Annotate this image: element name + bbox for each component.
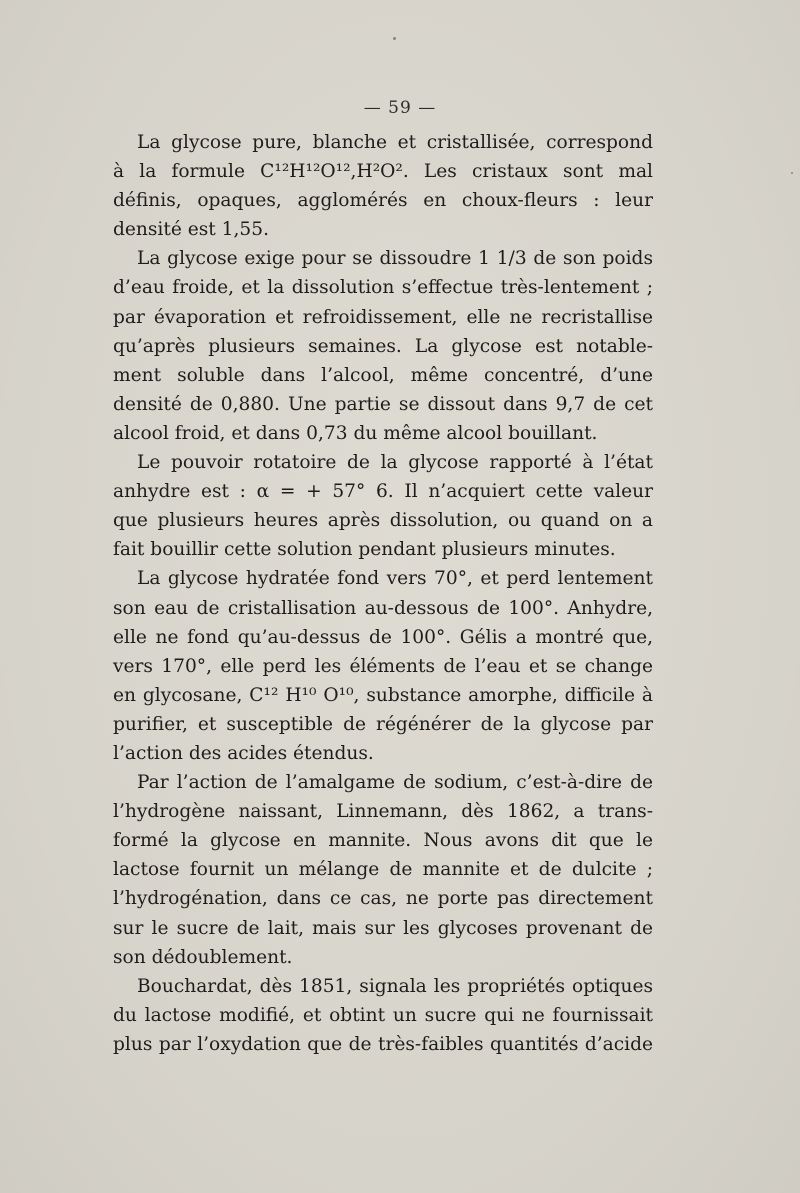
text-line: vers 170°, elle perd les éléments de l’eau et se change <box>113 655 653 677</box>
text-line: définis, opaques, agglomérés en choux-fleurs : leur <box>113 190 653 212</box>
paper-speck <box>791 172 793 174</box>
text-line: l’hydrogène naissant, Linnemann, dès 1862, a trans- <box>113 801 653 823</box>
text-line: alcool froid, et dans 0,73 du même alcool bouillant. <box>113 422 598 444</box>
text-line: ment soluble dans l’alcool, même concentré, d’une <box>113 364 653 386</box>
text-line: l’action des acides étendus. <box>113 742 374 764</box>
text-line: l’hydrogénation, dans ce cas, ne porte pas directement <box>113 888 653 910</box>
text-line: sur le sucre de lait, mais sur les glycoses provenant de <box>113 917 653 939</box>
text-line: La glycose pure, blanche et cristallisée, correspond <box>137 132 653 153</box>
paragraph-3 <box>113 448 653 564</box>
text-line: à la formule C¹²H¹²O¹²,H²O². Les cristaux sont mal <box>113 161 653 183</box>
text-line: Le pouvoir rotatoire de la glycose rapporté à l’état <box>137 452 653 474</box>
text-line: lactose fournit un mélange de mannite et de dulcite ; <box>113 859 653 881</box>
text-line: plus par l’oxydation que de très-faibles quantités d’acide <box>113 1033 653 1055</box>
text-line: fait bouillir cette solution pendant plusieurs minutes. <box>113 539 616 561</box>
text-line: La glycose hydratée fond vers 70°, et perd lentement <box>137 568 653 590</box>
text-line: d’eau froide, et la dissolution s’effectue très-lentement ; <box>113 277 653 299</box>
paragraph-6 <box>113 972 653 1059</box>
page-number: — 59 — <box>363 98 437 118</box>
text-line: du lactose modifié, et obtint un sucre qui ne fournissait <box>113 1004 653 1026</box>
paragraph-4 <box>113 564 653 768</box>
text-line: qu’après plusieurs semaines. La glycose est notable- <box>113 335 653 357</box>
paragraph-2 <box>113 244 653 448</box>
paragraph-5 <box>113 768 653 972</box>
text-line: La glycose exige pour se dissoudre 1 1/3 de son poids <box>137 248 653 270</box>
text-line: que plusieurs heures après dissolution, ou quand on a <box>113 510 653 532</box>
text-line: purifier, et susceptible de régénérer de la glycose par <box>113 713 653 735</box>
paper-speck <box>393 37 396 40</box>
text-line: densité est 1,55. <box>113 219 269 241</box>
text-line: anhydre est : α = + 57° 6. Il n’acquiert cette valeur <box>113 481 653 503</box>
text-line: densité de 0,880. Une partie se dissout dans 9,7 de cet <box>113 393 653 415</box>
text-line: Bouchardat, dès 1851, signala les propriétés optiques <box>137 975 653 997</box>
text-line: en glycosane, C¹² H¹⁰ O¹⁰, substance amorphe, difficile à <box>113 684 653 706</box>
text-line: formé la glycose en mannite. Nous avons dit que le <box>113 830 653 852</box>
text-line: son eau de cristallisation au-dessous de 100°. Anhydre, <box>113 597 653 619</box>
text-line: Par l’action de l’amalgame de sodium, c’est-à-dire de <box>137 772 653 794</box>
body-text <box>113 128 653 1059</box>
paragraph-1 <box>113 128 653 244</box>
text-line: par évaporation et refroidissement, elle ne recristallise <box>113 306 653 328</box>
text-line: elle ne fond qu’au-dessus de 100°. Gélis a montré que, <box>113 626 653 648</box>
text-line: son dédoublement. <box>113 946 293 968</box>
